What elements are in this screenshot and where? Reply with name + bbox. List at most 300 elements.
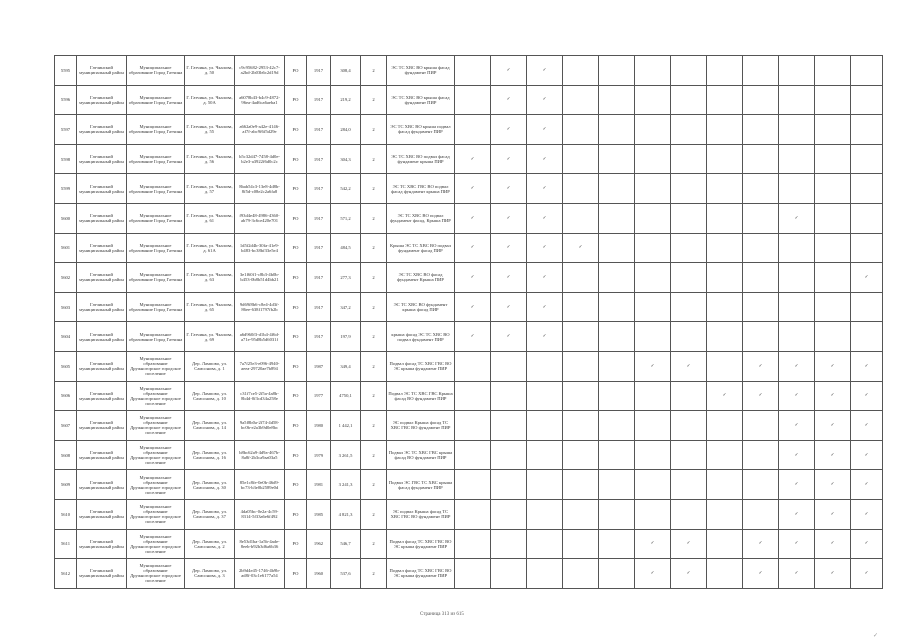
check-cell (599, 233, 635, 263)
guid-cell: a6d960f3-d1b4-4f6d-a71e-95d8b5d6031f (235, 322, 285, 352)
check-cell (635, 203, 671, 233)
settlement-cell: Муниципальное образование Город Гатчина (127, 85, 185, 115)
check-cell (563, 85, 599, 115)
address-cell: Дер. Лампово, ул. Самсонова, д. 3 (185, 559, 235, 589)
form-cell: РО (285, 411, 307, 441)
check-cell (707, 203, 743, 233)
table-row (55, 440, 883, 470)
form-cell: РО (285, 233, 307, 263)
area-cell: 537,6 (331, 559, 361, 589)
check-cell (779, 529, 815, 559)
settlement-cell: Муниципальное образование Город Гатчина (127, 174, 185, 204)
housing-register-table (54, 55, 883, 589)
table-row (55, 529, 883, 559)
check-cell (671, 144, 707, 174)
check-cell (491, 411, 527, 441)
checkmark-icon: ✓ (794, 482, 799, 488)
row-number: 5612 (55, 559, 77, 589)
check-cell (671, 440, 707, 470)
check-cell (563, 174, 599, 204)
check-cell (815, 499, 851, 529)
checkmark-icon: ✓ (794, 541, 799, 547)
check-cell (635, 233, 671, 263)
check-cell (455, 263, 491, 293)
check-cell (491, 351, 527, 381)
check-cell (779, 322, 815, 352)
address-cell: Г. Гатчина, ул. Чкалова, д. 63 (185, 263, 235, 293)
check-cell (815, 115, 851, 145)
table-row (55, 381, 883, 411)
form-cell: РО (285, 351, 307, 381)
area-cell: 219,2 (331, 85, 361, 115)
checkmark-icon: ✓ (506, 274, 511, 280)
check-cell (527, 381, 563, 411)
check-cell (815, 203, 851, 233)
check-cell (455, 56, 491, 86)
check-cell (707, 529, 743, 559)
check-cell (779, 440, 815, 470)
checkmark-icon: ✓ (542, 215, 547, 221)
check-cell (599, 174, 635, 204)
check-cell (527, 263, 563, 293)
priority-cell: 2 (361, 233, 387, 263)
checkmark-icon: ✓ (864, 570, 869, 576)
district-cell: Гатчинский муниципальный район (77, 144, 127, 174)
checkmark-icon: ✓ (470, 186, 475, 192)
check-cell (599, 440, 635, 470)
district-cell: Гатчинский муниципальный район (77, 203, 127, 233)
check-cell (779, 115, 815, 145)
settlement-cell: Муниципальное образование Город Гатчина (127, 56, 185, 86)
checkmark-icon: ✓ (506, 156, 511, 162)
settlement-cell: Муниципальное образование Город Гатчина (127, 233, 185, 263)
check-cell (707, 351, 743, 381)
area-cell: 304,3 (331, 144, 361, 174)
check-cell (851, 499, 883, 529)
check-cell (455, 115, 491, 145)
area-cell: 4 821,3 (331, 499, 361, 529)
address-cell: Г. Гатчина, ул. Чкалова, д. 57 (185, 174, 235, 204)
check-cell (851, 529, 883, 559)
check-cell (563, 233, 599, 263)
district-cell: Гатчинский муниципальный район (77, 263, 127, 293)
check-cell (491, 56, 527, 86)
address-cell: Г. Гатчина, ул. Чкалова, д. 50 (185, 56, 235, 86)
check-cell (851, 292, 883, 322)
works-cell: ЭС ТС ХВС ВО фундамент крыша фасад ПИР (387, 292, 455, 322)
district-cell: Гатчинский муниципальный район (77, 56, 127, 86)
year-cell: 1917 (307, 203, 331, 233)
district-cell: Гатчинский муниципальный район (77, 322, 127, 352)
row-number: 5598 (55, 144, 77, 174)
works-cell: ЭС ТС ХВС ВО крыша фасад фундамент ПИР (387, 85, 455, 115)
check-cell (635, 381, 671, 411)
settlement-cell: Муниципальное образование Дружногорское городское поселение (127, 470, 185, 500)
settlement-cell: Муниципальное образование Дружногорское городское поселение (127, 411, 185, 441)
works-cell: Подвал ЭС ТС ХВС ГВС Крыша фасад ВО фундамент ПИР (387, 381, 455, 411)
check-cell (491, 174, 527, 204)
area-cell: 308,4 (331, 56, 361, 86)
check-cell (527, 499, 563, 529)
area-cell: 542,2 (331, 174, 361, 204)
area-cell: 571,2 (331, 203, 361, 233)
row-number: 5602 (55, 263, 77, 293)
check-cell (491, 115, 527, 145)
check-cell (815, 322, 851, 352)
check-cell (671, 292, 707, 322)
check-cell (671, 56, 707, 86)
check-cell (563, 440, 599, 470)
priority-cell: 2 (361, 529, 387, 559)
checkmark-icon: ✓ (542, 304, 547, 310)
check-cell (743, 292, 779, 322)
works-cell: Подвал фасад ТС ХВС ГВС ВО ЭС крыша фундамент ПИР (387, 559, 455, 589)
form-cell: РО (285, 381, 307, 411)
check-cell (491, 529, 527, 559)
guid-cell: a662a0e9-a42e-4146-af7f-abc9f6f5d29e (235, 115, 285, 145)
check-cell (743, 233, 779, 263)
check-cell (455, 381, 491, 411)
checkmark-icon: ✓ (864, 422, 869, 428)
check-cell (563, 115, 599, 145)
check-cell (671, 411, 707, 441)
checkmark-icon: ✓ (830, 393, 835, 399)
check-cell (671, 559, 707, 589)
check-cell (563, 56, 599, 86)
guid-cell: 1d5f2d4b-30fa-41e9-b483-bc38bf33e5e4 (235, 233, 285, 263)
check-cell (851, 174, 883, 204)
priority-cell: 2 (361, 292, 387, 322)
check-cell (599, 263, 635, 293)
checkmark-icon: ✓ (578, 245, 583, 251)
checkmark-icon: ✓ (686, 541, 691, 547)
priority-cell: 2 (361, 499, 387, 529)
check-cell (455, 233, 491, 263)
table-row (55, 351, 883, 381)
check-cell (635, 85, 671, 115)
checkmark-icon: ✓ (864, 363, 869, 369)
priority-cell: 2 (361, 115, 387, 145)
district-cell: Гатчинский муниципальный район (77, 440, 127, 470)
check-cell (455, 411, 491, 441)
year-cell: 1917 (307, 85, 331, 115)
check-cell (671, 85, 707, 115)
check-cell (527, 440, 563, 470)
check-cell (491, 263, 527, 293)
works-cell: ЭС подвал Крыша фасад ТС ХВС ГВС ВО фундамент ПИР (387, 499, 455, 529)
check-cell (635, 263, 671, 293)
check-cell (779, 499, 815, 529)
check-cell (743, 174, 779, 204)
check-cell (455, 322, 491, 352)
check-cell (851, 144, 883, 174)
check-cell (743, 499, 779, 529)
guid-cell: 2b9d4e45-1746-4b9b-ad8f-03c1e6177a54 (235, 559, 285, 589)
address-cell: Дер. Лампово, ул. Самсонова, д. 10 (185, 381, 235, 411)
district-cell: Гатчинский муниципальный район (77, 381, 127, 411)
check-cell (707, 85, 743, 115)
check-cell (491, 499, 527, 529)
check-cell (815, 263, 851, 293)
check-cell (491, 85, 527, 115)
settlement-cell: Муниципальное образование Город Гатчина (127, 292, 185, 322)
check-cell (743, 115, 779, 145)
check-cell (455, 559, 491, 589)
year-cell: 1977 (307, 381, 331, 411)
checkmark-icon: ✓ (542, 156, 547, 162)
check-cell (779, 233, 815, 263)
check-cell (563, 559, 599, 589)
checkmark-icon: ✓ (794, 363, 799, 369)
district-cell: Гатчинский муниципальный район (77, 411, 127, 441)
check-cell (815, 351, 851, 381)
form-cell: РО (285, 499, 307, 529)
checkmark-icon: ✓ (794, 393, 799, 399)
form-cell: РО (285, 115, 307, 145)
district-cell: Гатчинский муниципальный район (77, 499, 127, 529)
check-cell (707, 174, 743, 204)
priority-cell: 2 (361, 411, 387, 441)
works-cell: ЭС ТС ХВС ВО подвал фасад фундамент крыша ПИР (387, 144, 455, 174)
check-cell (563, 292, 599, 322)
check-cell (707, 56, 743, 86)
address-cell: Дер. Лампово, ул. Самсонова, д. 37 (185, 499, 235, 529)
check-cell (455, 85, 491, 115)
table-row (55, 470, 883, 500)
checkmark-icon: ✓ (650, 541, 655, 547)
check-cell (779, 470, 815, 500)
check-cell (851, 233, 883, 263)
works-cell: ЭС ТС ХВС ГВС ВО подвал фасад фундамент крыша ПИР (387, 174, 455, 204)
check-cell (743, 322, 779, 352)
check-cell (851, 381, 883, 411)
check-cell (527, 115, 563, 145)
form-cell: РО (285, 440, 307, 470)
check-cell (635, 144, 671, 174)
check-cell (563, 322, 599, 352)
check-cell (527, 56, 563, 86)
table-row (55, 263, 883, 293)
works-cell: Подвал ЭС ГВС ТС ХВС крыша фасад фундамент ПИР (387, 470, 455, 500)
address-cell: Дер. Лампово, ул. Самсонова, д. 30 (185, 470, 235, 500)
check-cell (851, 56, 883, 86)
table-row (55, 85, 883, 115)
check-cell (779, 559, 815, 589)
guid-cell: c31f7ce5-2f5a-4a8b-8b4d-0f3cd34a258e (235, 381, 285, 411)
check-cell (599, 411, 635, 441)
checkmark-icon: ✓ (864, 511, 869, 517)
check-cell (779, 144, 815, 174)
works-cell: ЭС ТС ХВС ВО крыша подвал фасад фундамент ПИР (387, 115, 455, 145)
guid-cell: 85e1c8fe-0e0b-46d9-bc73-b3e0b2589e0d (235, 470, 285, 500)
settlement-cell: Муниципальное образование Дружногорское городское поселение (127, 499, 185, 529)
area-cell: 197,9 (331, 322, 361, 352)
form-cell: РО (285, 322, 307, 352)
check-cell (779, 263, 815, 293)
check-cell (635, 174, 671, 204)
form-cell: РО (285, 56, 307, 86)
priority-cell: 2 (361, 56, 387, 86)
priority-cell: 2 (361, 440, 387, 470)
check-cell (527, 85, 563, 115)
checkmark-icon: ✓ (864, 393, 869, 399)
check-cell (671, 351, 707, 381)
check-cell (815, 559, 851, 589)
check-cell (671, 203, 707, 233)
priority-cell: 2 (361, 144, 387, 174)
priority-cell: 2 (361, 470, 387, 500)
district-cell: Гатчинский муниципальный район (77, 174, 127, 204)
check-cell (599, 203, 635, 233)
check-cell (599, 351, 635, 381)
district-cell: Гатчинский муниципальный район (77, 292, 127, 322)
check-cell (851, 351, 883, 381)
check-cell (635, 56, 671, 86)
checkmark-icon: ✓ (864, 274, 869, 280)
checkmark-icon: ✓ (758, 393, 763, 399)
check-cell (455, 203, 491, 233)
priority-cell: 2 (361, 263, 387, 293)
check-cell (707, 411, 743, 441)
settlement-cell: Муниципальное образование Город Гатчина (127, 115, 185, 145)
guid-cell: 9d69f8b6-c8e4-4d3f-86ee-638f1797fb2b (235, 292, 285, 322)
check-cell (815, 381, 851, 411)
works-cell: ЭС ТС ХВС ВО подвал фундамент фасад, Крыша ПИР (387, 203, 455, 233)
guid-cell: 7a7f25e3-e096-4940-aeea-29720ae7b894 (235, 351, 285, 381)
check-cell (635, 499, 671, 529)
check-cell (779, 351, 815, 381)
address-cell: Г. Гатчина, ул. Чкалова, д. 69 (185, 322, 235, 352)
check-cell (707, 144, 743, 174)
works-cell: ЭС ТС ХВС ВО крыша фасад фундамент ПИР (387, 56, 455, 86)
guid-cell: 3e1f60f1-c8b3-4b0b-b453-0b8b51d4bb21 (235, 263, 285, 293)
form-cell: РО (285, 529, 307, 559)
address-cell: Г. Гатчина, ул. Чкалова, д. 55 (185, 115, 235, 145)
check-cell (707, 559, 743, 589)
check-cell (455, 174, 491, 204)
checkmark-icon: ✓ (506, 334, 511, 340)
district-cell: Гатчинский муниципальный район (77, 115, 127, 145)
table-row (55, 559, 883, 589)
check-cell (527, 203, 563, 233)
check-cell (815, 440, 851, 470)
checkmark-icon: ✓ (542, 274, 547, 280)
works-cell: ЭС ТС ХВС ВО фасад фундамент Крыша ПИР (387, 263, 455, 293)
address-cell: Дер. Лампово, ул. Самсонова, д. 16 (185, 440, 235, 470)
table-row (55, 203, 883, 233)
address-cell: Г. Гатчина, ул. Чкалова, д. 61 (185, 203, 235, 233)
check-cell (671, 174, 707, 204)
check-cell (707, 233, 743, 263)
works-cell: крыша фасад ЭС ТС ХВС ВО подвал фундамент ПИР (387, 322, 455, 352)
area-cell: 284,0 (331, 115, 361, 145)
checkmark-icon: ✓ (794, 452, 799, 458)
settlement-cell: Муниципальное образование Город Гатчина (127, 322, 185, 352)
settlement-cell: Муниципальное образование Дружногорское городское поселение (127, 440, 185, 470)
check-cell (815, 56, 851, 86)
check-cell (743, 85, 779, 115)
settlement-cell: Муниципальное образование Дружногорское городское поселение (127, 351, 185, 381)
check-cell (851, 263, 883, 293)
works-cell: Подвал фасад ТС ХВС ГВС ВО ЭС крыша фундамент ПИР (387, 351, 455, 381)
check-cell (635, 322, 671, 352)
check-cell (527, 529, 563, 559)
form-cell: РО (285, 174, 307, 204)
year-cell: 1980 (307, 411, 331, 441)
check-cell (455, 292, 491, 322)
checkmark-icon: ✓ (794, 570, 799, 576)
check-cell (527, 411, 563, 441)
year-cell: 1987 (307, 351, 331, 381)
check-cell (527, 292, 563, 322)
check-cell (455, 440, 491, 470)
checkmark-icon: ✓ (864, 541, 869, 547)
row-number: 5611 (55, 529, 77, 559)
district-cell: Гатчинский муниципальный район (77, 233, 127, 263)
checkmark-icon: ✓ (506, 67, 511, 73)
check-cell (491, 322, 527, 352)
check-cell (743, 56, 779, 86)
district-cell: Гатчинский муниципальный район (77, 529, 127, 559)
check-cell (707, 263, 743, 293)
check-cell (815, 144, 851, 174)
check-cell (743, 559, 779, 589)
table-row (55, 56, 883, 86)
check-cell (851, 559, 883, 589)
year-cell: 1979 (307, 440, 331, 470)
check-cell (743, 470, 779, 500)
checkmark-icon: ✓ (794, 511, 799, 517)
priority-cell: 2 (361, 174, 387, 204)
area-cell: 347,2 (331, 292, 361, 322)
check-cell (599, 115, 635, 145)
checkmark-icon: ✓ (470, 245, 475, 251)
year-cell: 1917 (307, 263, 331, 293)
table-row (55, 144, 883, 174)
check-cell (491, 292, 527, 322)
check-cell (491, 203, 527, 233)
checkmark-icon: ✓ (758, 541, 763, 547)
form-cell: РО (285, 559, 307, 589)
check-cell (671, 115, 707, 145)
check-cell (635, 559, 671, 589)
checkmark-icon: ✓ (830, 363, 835, 369)
check-cell (779, 292, 815, 322)
check-cell (455, 529, 491, 559)
table-row (55, 411, 883, 441)
area-cell: 4750,1 (331, 381, 361, 411)
district-cell: Гатчинский муниципальный район (77, 559, 127, 589)
guid-cell: f93d4e48-4986-4360-ab79-3c6ce420e701 (235, 203, 285, 233)
table-row (55, 322, 883, 352)
check-cell (743, 263, 779, 293)
check-cell (527, 144, 563, 174)
check-cell (491, 559, 527, 589)
address-cell: Дер. Лампово, ул. Самсонова, д. 1 (185, 351, 235, 381)
check-cell (851, 322, 883, 352)
works-cell: ЭС подвал Крыша фасад ТС ХВС ГВС ВО фундамент ПИР (387, 411, 455, 441)
district-cell: Гатчинский муниципальный район (77, 470, 127, 500)
check-cell (851, 85, 883, 115)
guid-cell: b5c32d47-7458-4d0e-b2e3-a3922f6d0c2c (235, 144, 285, 174)
guid-cell: c9c95682-2953-42c7-a2bd-2b03b6c2d19d (235, 56, 285, 86)
check-cell (815, 174, 851, 204)
checkmark-icon: ✓ (758, 570, 763, 576)
checkmark-icon: ✓ (830, 452, 835, 458)
checkmark-icon: ✓ (542, 97, 547, 103)
form-cell: РО (285, 203, 307, 233)
check-cell (851, 115, 883, 145)
